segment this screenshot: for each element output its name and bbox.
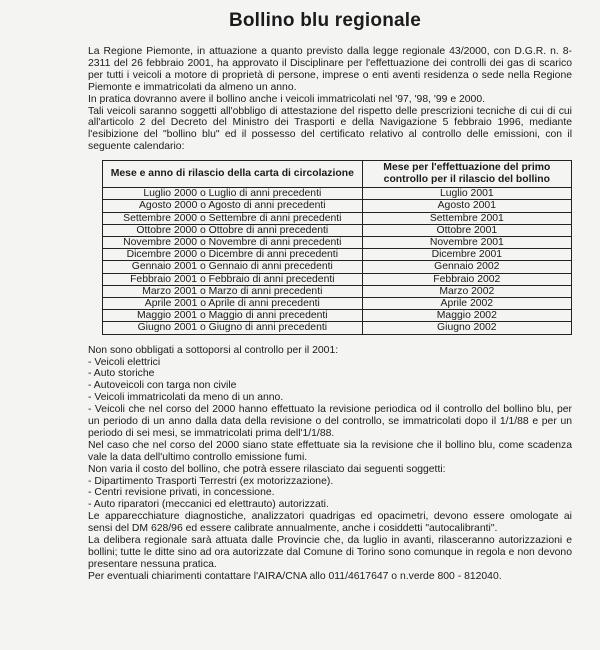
table-cell-registration: Marzo 2001 o Marzo di anni precedenti <box>103 285 363 297</box>
equipment-note: Le apparecchiature diagnostiche, analizzatori quadrigas ed opacimetri, devono essere omologate ai sensi del DM 628/96 ed essere calibrate annualmente, anche i cosiddetti "autocalibranti". <box>88 511 572 535</box>
exemptions-intro: Non sono obbligati a sottoporsi al controllo per il 2001: <box>88 344 339 356</box>
table-cell-registration: Novembre 2000 o Novembre di anni precedenti <box>103 236 363 248</box>
table-cell-registration: Giugno 2001 o Giugno di anni precedenti <box>103 322 363 334</box>
document-title: Bollino blu regionale <box>228 10 422 31</box>
table-row <box>103 236 572 248</box>
table-cell-first-check: Settembre 2001 <box>362 212 571 224</box>
table-cell-first-check: Aprile 2002 <box>362 297 571 309</box>
intro-paragraph-2: In pratica dovranno avere il bollino anche i veicoli immatricolati nel '97, '98, '99 e 2000. <box>88 93 485 105</box>
table-row <box>103 249 572 261</box>
list-item: - Veicoli elettrici <box>88 356 161 368</box>
table-header-row <box>103 161 572 188</box>
cost-note: Non varia il costo del bollino, che potrà essere rilasciato dai seguenti soggetti: <box>88 463 446 475</box>
table-row <box>103 322 572 334</box>
table-cell-registration: Dicembre 2000 o Dicembre di anni precedenti <box>103 249 363 261</box>
table-header-registration: Mese e anno di rilascio della carta di circolazione <box>103 161 363 188</box>
table-row <box>103 200 572 212</box>
table-cell-first-check: Ottobre 2001 <box>362 224 571 236</box>
table-cell-first-check: Agosto 2001 <box>362 200 571 212</box>
table-cell-registration: Luglio 2000 o Luglio di anni precedenti <box>103 188 363 200</box>
table-row <box>103 261 572 273</box>
intro-paragraph-3: Tali veicoli saranno soggetti all'obbligo di attestazione del rispetto delle prescrizioni tecniche di cui di cui all'articolo 2 del Decreto del Ministro dei Trasporti e della Navigazione 5 febbraio 1996, mediante l'esibizione del "bollino blu" ed il possesso del certificato relativo al controllo delle emissioni, con il seguente calendario: <box>88 105 572 153</box>
table-row <box>103 285 572 297</box>
table-row <box>103 224 572 236</box>
table-cell-registration: Settembre 2000 o Settembre di anni precedenti <box>103 212 363 224</box>
table-row <box>103 188 572 200</box>
table-row <box>103 297 572 309</box>
table-cell-registration: Maggio 2001 o Maggio di anni precedenti <box>103 310 363 322</box>
list-item: - Auto storiche <box>88 368 155 380</box>
exemptions-list <box>88 357 572 440</box>
table-cell-first-check: Febbraio 2002 <box>362 273 571 285</box>
list-item: - Auto riparatori (meccanici ed elettrauto) autorizzati. <box>88 499 329 511</box>
table-row <box>103 310 572 322</box>
table-cell-first-check: Novembre 2001 <box>362 236 571 248</box>
table-cell-registration: Febbraio 2001 o Febbraio di anni precedenti <box>103 273 363 285</box>
list-item: - Veicoli immatricolati da meno di un anno. <box>88 392 284 404</box>
table-row <box>103 212 572 224</box>
issuers-list <box>88 476 572 512</box>
intro-paragraph-1: La Regione Piemonte, in attuazione a quanto previsto dalla legge regionale 43/2000, con D.G.R. n. 8-2311 del 26 febbraio 2001, ha approvato il Disciplinare per l'effettuazione dei controlli dei gas di scarico per tutti i veicoli a motore di proprietà di persone, imprese o enti aventi residenza o sede nella Regione Piemonte e immatricolati da almeno un anno. <box>88 46 572 93</box>
implementation-note: La delibera regionale sarà attuata dalle Provincie che, da luglio in avanti, rilasceranno autorizzazioni e bollini; tutte le ditte sino ad ora autorizzate dal Comune di Torino sono comunque in regola e non devono presentare nessuna pratica. <box>88 535 572 570</box>
table-cell-first-check: Dicembre 2001 <box>362 249 571 261</box>
table-row <box>103 273 572 285</box>
table-cell-registration: Gennaio 2001 o Gennaio di anni precedenti <box>103 261 363 273</box>
table-header-first-check: Mese per l'effettuazione del primo controllo per il rilascio del bollino <box>362 161 571 188</box>
list-item: - Centri revisione privati, in concessione. <box>88 487 275 499</box>
table-cell-first-check: Marzo 2002 <box>362 285 571 297</box>
table-cell-registration: Ottobre 2000 o Ottobre di anni precedenti <box>103 224 363 236</box>
contact-note: Per eventuali chiarimenti contattare l'AIRA/CNA allo 011/4617647 o n.verde 800 - 812040. <box>88 570 502 582</box>
list-item: - Autoveicoli con targa non civile <box>88 380 237 392</box>
list-item: - Dipartimento Trasporti Terrestri (ex motorizzazione). <box>88 475 334 487</box>
case-note: Nel caso che nel corso del 2000 siano state effettuate sia la revisione che il bollino blu, come scadenza vale la data dell'ultimo controllo emissione fumi. <box>88 439 572 463</box>
table-cell-first-check: Giugno 2002 <box>362 322 571 334</box>
table-cell-first-check: Luglio 2001 <box>362 188 571 200</box>
table-cell-first-check: Maggio 2002 <box>362 310 571 322</box>
table-cell-first-check: Gennaio 2002 <box>362 261 571 273</box>
table-cell-registration: Agosto 2000 o Agosto di anni precedenti <box>103 200 363 212</box>
table-cell-registration: Aprile 2001 o Aprile di anni precedenti <box>103 297 363 309</box>
calendar-table <box>102 160 572 334</box>
list-item: - Veicoli che nel corso del 2000 hanno effettuato la revisione periodica od il controllo del bollino blu, per un periodo di un anno dalla data della revisione o del controllo, se immatricolati dopo il 1/1/88 e per un periodo di sei mesi, se immatricolati prima dell'1/1/88. <box>88 404 572 439</box>
